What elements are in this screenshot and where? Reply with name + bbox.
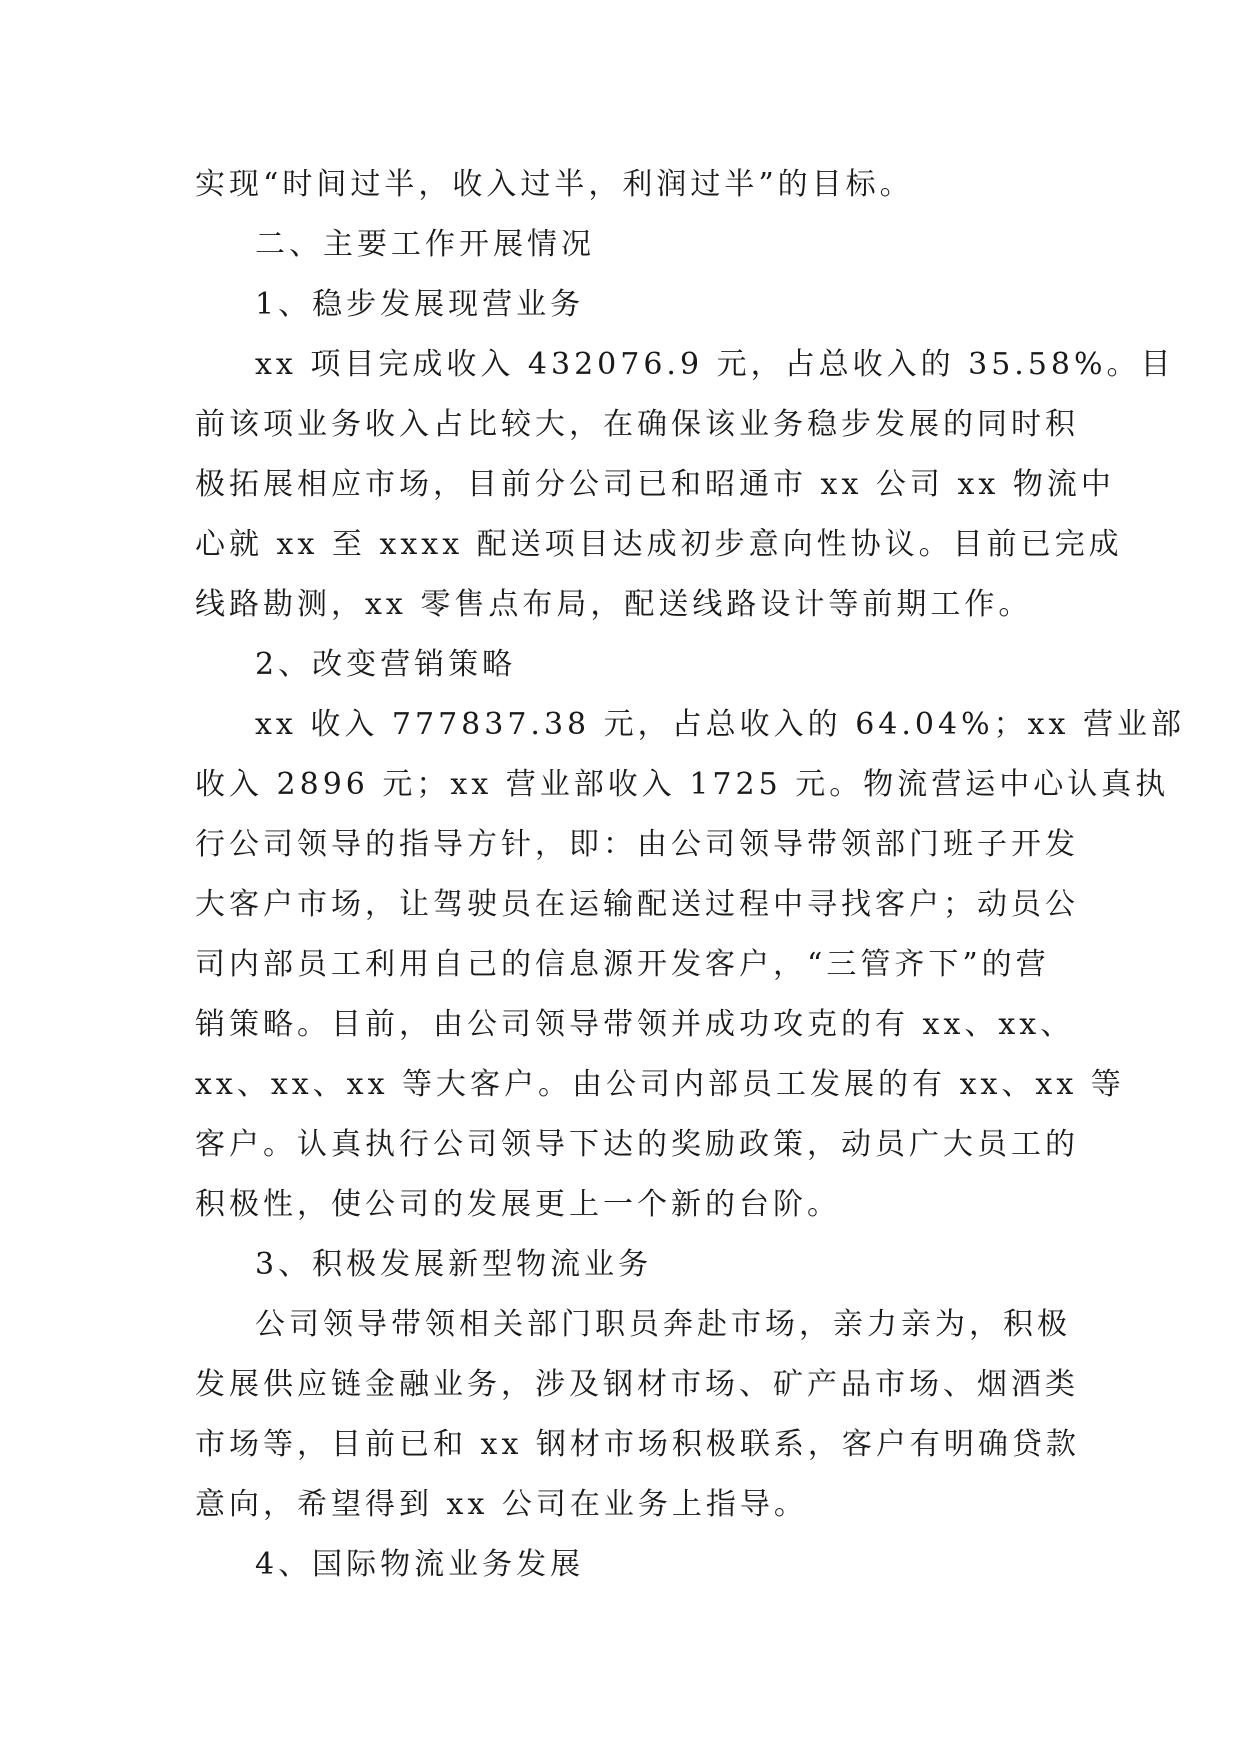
text-line: 线路勘测，xx 零售点布局，配送线路设计等前期工作。: [195, 587, 1033, 622]
text-line: xx 项目完成收入 432076.9 元，占总收入的 35.58%。目: [255, 347, 1175, 382]
document-body: [195, 155, 1185, 1595]
text-line: 客户。认真执行公司领导下达的奖励政策，动员广大员工的: [195, 1127, 1079, 1162]
text-line: 极拓展相应市场，目前分公司已和昭通市 xx 公司 xx 物流中: [195, 467, 1115, 502]
text-line: 公司领导带领相关部门职员奔赴市场，亲力亲为，积极: [255, 1307, 1071, 1342]
subsection-heading: 2、改变营销策略: [255, 647, 517, 682]
subsection-heading: 3、积极发展新型物流业务: [255, 1247, 653, 1282]
text-line: xx、xx、xx 等大客户。由公司内部员工发展的有 xx、xx 等: [195, 1067, 1125, 1102]
text-line: 发展供应链金融业务，涉及钢材市场、矿产品市场、烟酒类: [195, 1367, 1079, 1402]
text-line: 实现“时间过半，收入过半，利润过半”的目标。: [195, 167, 914, 202]
text-line: xx 收入 777837.38 元，占总收入的 64.04%；xx 营业部: [255, 707, 1185, 742]
text-line: 积极性，使公司的发展更上一个新的台阶。: [195, 1187, 841, 1222]
text-line: 市场等，目前已和 xx 钢材市场积极联系，客户有明确贷款: [195, 1427, 1080, 1462]
text-line: 行公司领导的指导方针，即：由公司领导带领部门班子开发: [195, 827, 1079, 862]
subsection-heading: 1、稳步发展现营业务: [255, 287, 585, 322]
text-line: 销策略。目前，由公司领导带领并成功攻克的有 xx、xx、: [195, 1007, 1075, 1042]
text-line: 前该项业务收入占比较大，在确保该业务稳步发展的同时积: [195, 407, 1079, 442]
text-line: 大客户市场，让驾驶员在运输配送过程中寻找客户；动员公: [195, 887, 1079, 922]
text-line: 收入 2896 元；xx 营业部收入 1725 元。物流营运中心认真执: [195, 767, 1170, 802]
text-line: 心就 xx 至 xxxx 配送项目达成初步意向性协议。目前已完成: [195, 527, 1123, 562]
subsection-heading: 4、国际物流业务发展: [255, 1547, 585, 1582]
text-line: 意向，希望得到 xx 公司在业务上指导。: [195, 1487, 808, 1522]
text-line: 司内部员工利用自己的信息源开发客户，“三管齐下”的营: [195, 947, 1050, 982]
section-heading: 二、主要工作开展情况: [255, 227, 595, 262]
